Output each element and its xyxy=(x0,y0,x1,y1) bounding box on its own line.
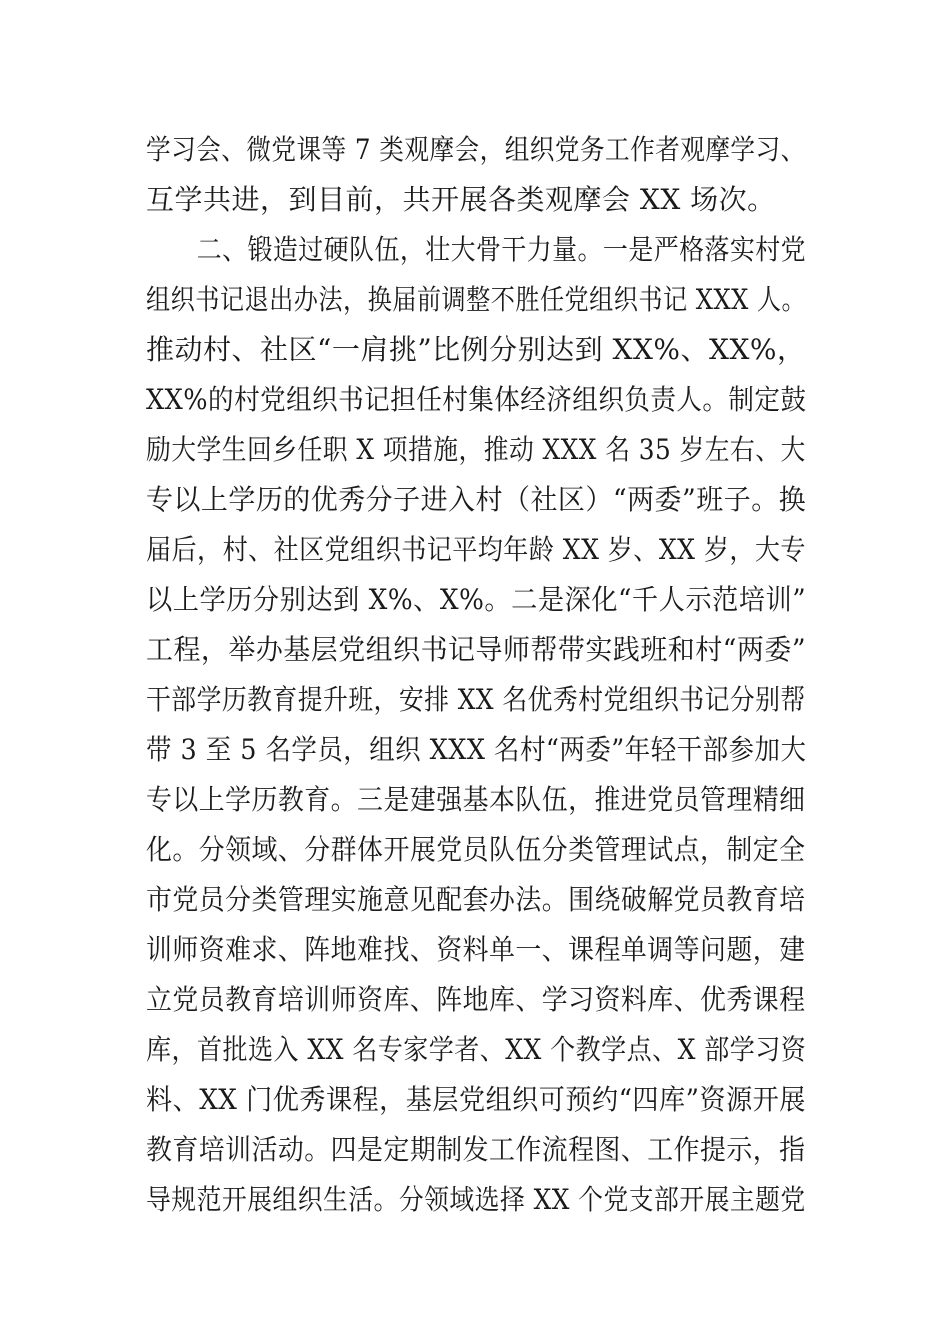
text-line: 互学共进，到目前，共开展各类观摩会 XX 场次。 xyxy=(146,183,776,216)
text-line: 专以上学历的优秀分子进入村（社区）“两委”班子。换 xyxy=(146,483,807,516)
text-line: XX%的村党组织书记担任村集体经济组织负责人。制定鼓 xyxy=(146,383,807,416)
text-line: 推动村、社区“一肩挑”比例分别达到 XX%、XX%， xyxy=(146,333,806,366)
text-line: 届后，村、社区党组织书记平均年龄 XX 岁、XX 岁，大专 xyxy=(146,533,806,566)
text-line: 库，首批选入 XX 名专家学者、XX 个教学点、X 部学习资 xyxy=(146,1033,807,1066)
text-line: 导规范开展组织生活。分领域选择 XX 个党支部开展主题党 xyxy=(146,1183,806,1216)
text-line: 学习会、微党课等 7 类观摩会，组织党务工作者观摩学习、 xyxy=(146,133,806,166)
text-line: 教育培训活动。四是定期制发工作流程图、工作提示，指 xyxy=(146,1133,806,1166)
text-line: 组织书记退出办法，换届前调整不胜任党组织书记 XXX 人。 xyxy=(146,283,807,316)
text-line: 工程，举办基层党组织书记导师帮带实践班和村“两委” xyxy=(146,633,807,666)
text-line: 料、XX 门优秀课程，基层党组织可预约“四库”资源开展 xyxy=(146,1083,806,1116)
text-line: 二、锻造过硬队伍，壮大骨干力量。一是严格落实村党 xyxy=(146,233,807,266)
text-line: 化。分领域、分群体开展党员队伍分类管理试点，制定全 xyxy=(146,833,806,866)
text-line: 励大学生回乡任职 X 项措施，推动 XXX 名 35 岁左右、大 xyxy=(146,433,806,466)
text-line: 市党员分类管理实施意见配套办法。围绕破解党员教育培 xyxy=(146,883,806,916)
text-line: 带 3 至 5 名学员，组织 XXX 名村“两委”年轻干部参加大 xyxy=(146,733,807,766)
text-line: 干部学历教育提升班，安排 XX 名优秀村党组织书记分别帮 xyxy=(146,683,806,716)
text-line: 以上学历分别达到 X%、X%。二是深化“千人示范培训” xyxy=(146,583,807,616)
text-line: 立党员教育培训师资库、阵地库、学习资料库、优秀课程 xyxy=(146,983,806,1016)
text-line: 专以上学历教育。三是建强基本队伍，推进党员管理精细 xyxy=(146,783,806,816)
text-line: 训师资难求、阵地难找、资料单一、课程单调等问题，建 xyxy=(146,933,806,966)
